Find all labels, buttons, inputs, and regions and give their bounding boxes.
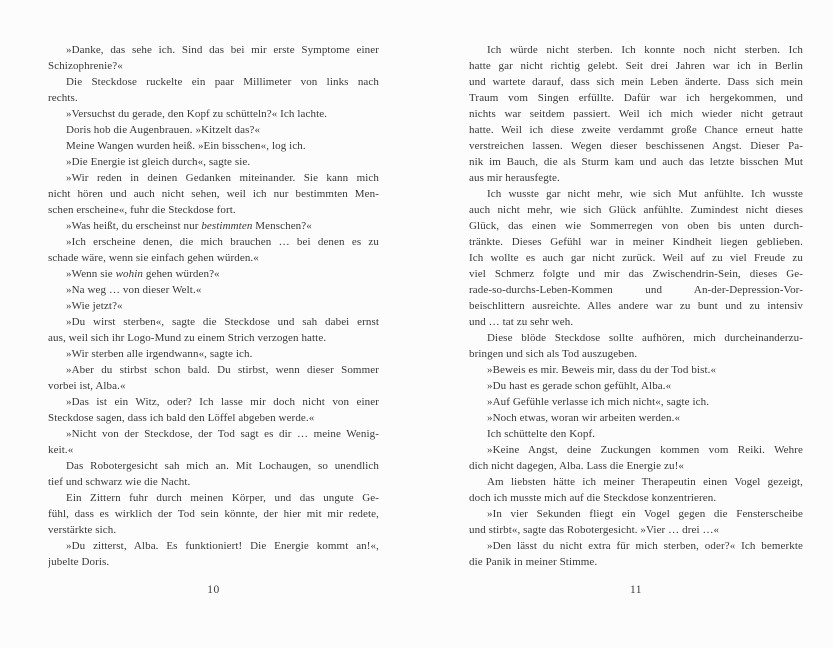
page-text — [469, 42, 803, 570]
paragraph — [48, 394, 379, 426]
text-line: Ich schüttelte den Kopf. — [487, 428, 596, 440]
paragraph — [48, 122, 379, 138]
paragraph — [48, 234, 379, 266]
text-line: und wartete darauf, dass sich mein Leben änderte. Dass sich mein — [469, 76, 803, 88]
text-line: »Auf Gefühle verlasse ich mich nicht«, sagte ich. — [487, 396, 710, 408]
paragraph — [469, 330, 803, 362]
text-line: rade-so-durchs-Leben-Kommen und An-der-Depression-Vor- — [469, 284, 803, 296]
text-line: schade wäre, wenn sie einfach gehen würden.« — [48, 252, 259, 264]
text-line: verstreichen lassen. Wegen dieser beschissenen Angst. Dieser Pa- — [469, 140, 803, 152]
paragraph — [469, 362, 803, 378]
text-line: aus, weil sich ihr Logo-Mund zu einem Strich verzogen hatte. — [48, 332, 327, 344]
text-line: »Du zitterst, Alba. Es funktioniert! Die Energie kommt an!«, — [66, 540, 379, 552]
text-line: »Was heißt, du erscheinst nur bestimmten Menschen?« — [66, 220, 312, 232]
text-line: hatte gar nicht richtig gelebt. Seit drei Jahren war ich in Berlin — [469, 60, 803, 72]
text-line: vorbei ist, Alba.« — [48, 380, 126, 392]
text-line: Meine Wangen wurden heiß. »Ein bisschen«, log ich. — [66, 140, 306, 152]
text-line: »Noch etwas, woran wir arbeiten werden.« — [487, 412, 681, 424]
text-line: tief und schwarz wie die Nacht. — [48, 476, 191, 488]
text-line: doch ich musste mich auf die Steckdose konzentrieren. — [469, 492, 717, 504]
text-line: Glück, das einen wie Sommerregen von oben bis unten durch- — [469, 220, 803, 232]
text-line: »Versuchst du gerade, den Kopf zu schütteln?« Ich lachte. — [66, 108, 328, 120]
paragraph — [48, 266, 379, 282]
text-line: nik im Bauch, die als Sturm kam und auch das letzte bisschen Mut — [469, 156, 803, 168]
paragraph — [469, 378, 803, 394]
page-text — [48, 42, 379, 570]
paragraph — [469, 186, 803, 330]
text-line: Steckdose sagen, dass ich bald den Löffel abgeben werde.« — [48, 412, 315, 424]
text-line: Ich würde nicht sterben. Ich konnte noch nicht sterben. Ich — [487, 44, 803, 56]
paragraph — [48, 282, 379, 298]
paragraph — [48, 218, 379, 234]
text-line: Ein Zittern fuhr durch meinen Körper, und das ungute Ge- — [66, 492, 379, 504]
paragraph — [469, 474, 803, 506]
text-line: »Wir reden in deinen Gedanken miteinander. Sie kann mich — [66, 172, 379, 184]
book-page-right — [469, 42, 803, 596]
text-line: jubelte Doris. — [48, 556, 110, 568]
text-line: »Na weg … von dieser Welt.« — [66, 284, 202, 296]
text-line: »Wir sterben alle irgendwann«, sagte ich. — [66, 348, 253, 360]
text-line: »Du wirst sterben«, sagte die Steckdose und sah dabei ernst — [66, 316, 379, 328]
paragraph — [469, 394, 803, 410]
paragraph — [48, 458, 379, 490]
paragraph — [469, 538, 803, 570]
paragraph — [48, 346, 379, 362]
paragraph — [48, 538, 379, 570]
text-line: Ich wollte es auch gar nicht zurück. Weil auf zu viel Freude zu — [469, 252, 803, 264]
text-line: »Aber du stirbst schon bald. Du stirbst, wenn dieser Sommer — [66, 364, 379, 376]
text-line: keit.« — [48, 444, 74, 456]
paragraph — [48, 490, 379, 538]
paragraph — [48, 426, 379, 458]
text-line: »Wie jetzt?« — [66, 300, 123, 312]
text-line: Diese blöde Steckdose sollte aufhören, mich durcheinanderzu- — [487, 332, 803, 344]
text-line: »Danke, das sehe ich. Sind das bei mir erste Symptome einer — [66, 44, 379, 56]
text-line: verstärkte sich. — [48, 524, 117, 536]
paragraph — [48, 42, 379, 74]
text-line: »In vier Sekunden fliegt ein Vogel gegen die Fensterscheibe — [487, 508, 803, 520]
text-line: beischlittern ausreichte. Alles andere war zu bunt und zu intensiv — [469, 300, 803, 312]
paragraph — [48, 298, 379, 314]
page-number: 11 — [629, 584, 643, 596]
text-line: »Die Energie ist gleich durch«, sagte sie. — [66, 156, 251, 168]
text-line: und stirbt«, sagte das Robotergesicht. »Vier … drei …« — [469, 524, 720, 536]
paragraph — [48, 170, 379, 218]
text-line: »Du hast es gerade schon gefühlt, Alba.« — [487, 380, 672, 392]
text-line: »Ich erscheine denen, die mich brauchen … bei denen es zu — [66, 236, 379, 248]
paragraph — [469, 410, 803, 426]
text-line: Das Robotergesicht sah mich an. Mit Lochaugen, so unendlich — [66, 460, 379, 472]
text-line: schen erscheine«, fuhr die Steckdose fort. — [48, 204, 236, 216]
text-line: Am liebsten hätte ich meiner Therapeutin einen Vogel gezeigt, — [487, 476, 803, 488]
paragraph — [48, 154, 379, 170]
text-line: Doris hob die Augenbrauen. »Kitzelt das?« — [66, 124, 261, 136]
text-line: Traum vom Singen erfüllte. Dafür war ich hergekommen, und — [469, 92, 803, 104]
text-line: aus mir herausfegte. — [469, 172, 560, 184]
text-line: bringen und sich als Tod auszugeben. — [469, 348, 638, 360]
text-line: Ich wusste gar nicht mehr, wie sich Mut anfühlte. Ich wusste — [487, 188, 803, 200]
text-line: fühl, dass es wirklich der Tod sein könnte, der hier mit mir redete, — [48, 508, 379, 520]
text-line: und … tat zu sehr weh. — [469, 316, 574, 328]
text-line: die Panik in meiner Stimme. — [469, 556, 598, 568]
book-page-left — [48, 42, 379, 596]
text-line: Schizophrenie?« — [48, 60, 123, 72]
text-line: nicht hören und auch nicht sehen, weil ich nur bestimmten Men- — [48, 188, 379, 200]
paragraph — [48, 314, 379, 346]
text-line: »Nicht von der Steckdose, der Tod sagt es dir … meine Wenig- — [66, 428, 379, 440]
text-line: tränkte. Dieses Gefühl war in meiner Kindheit liegen geblieben. — [469, 236, 803, 248]
page-number: 10 — [207, 584, 220, 596]
text-line: nichts war seitdem passiert. Weil ich mich wieder nicht getraut — [469, 108, 803, 120]
text-line: hatte. Weil ich diese zweite verdammt große Chance erneut hatte — [469, 124, 803, 136]
text-line: dich nicht dagegen, Alba. Lass die Energie zu!« — [469, 460, 684, 472]
text-line: »Keine Angst, deine Zuckungen kommen vom Reiki. Wehre — [487, 444, 803, 456]
paragraph — [48, 106, 379, 122]
paragraph — [48, 138, 379, 154]
paragraph — [469, 42, 803, 186]
text-line: »Den lässt du nicht extra für mich sterben, oder?« Ich bemerkte — [487, 540, 803, 552]
text-line: Die Steckdose ruckelte ein paar Millimeter von links nach — [66, 76, 379, 88]
paragraph — [469, 506, 803, 538]
paragraph — [48, 74, 379, 106]
text-line: rechts. — [48, 92, 78, 104]
text-line: auch nicht mehr, wie sich Glück anfühlte. Zumindest nicht dieses — [469, 204, 803, 216]
text-line: »Wenn sie wohin gehen würden?« — [66, 268, 220, 280]
paragraph — [469, 426, 803, 442]
text-line: »Das ist ein Witz, oder? Ich lasse mir doch nicht von einer — [66, 396, 379, 408]
text-line: »Beweis es mir. Beweis mir, dass du der Tod bist.« — [487, 364, 717, 376]
paragraph — [48, 362, 379, 394]
paragraph — [469, 442, 803, 474]
text-line: viel Schmerz folgte und mir das Zwischendrin-Sein, dieses Ge- — [469, 268, 803, 280]
